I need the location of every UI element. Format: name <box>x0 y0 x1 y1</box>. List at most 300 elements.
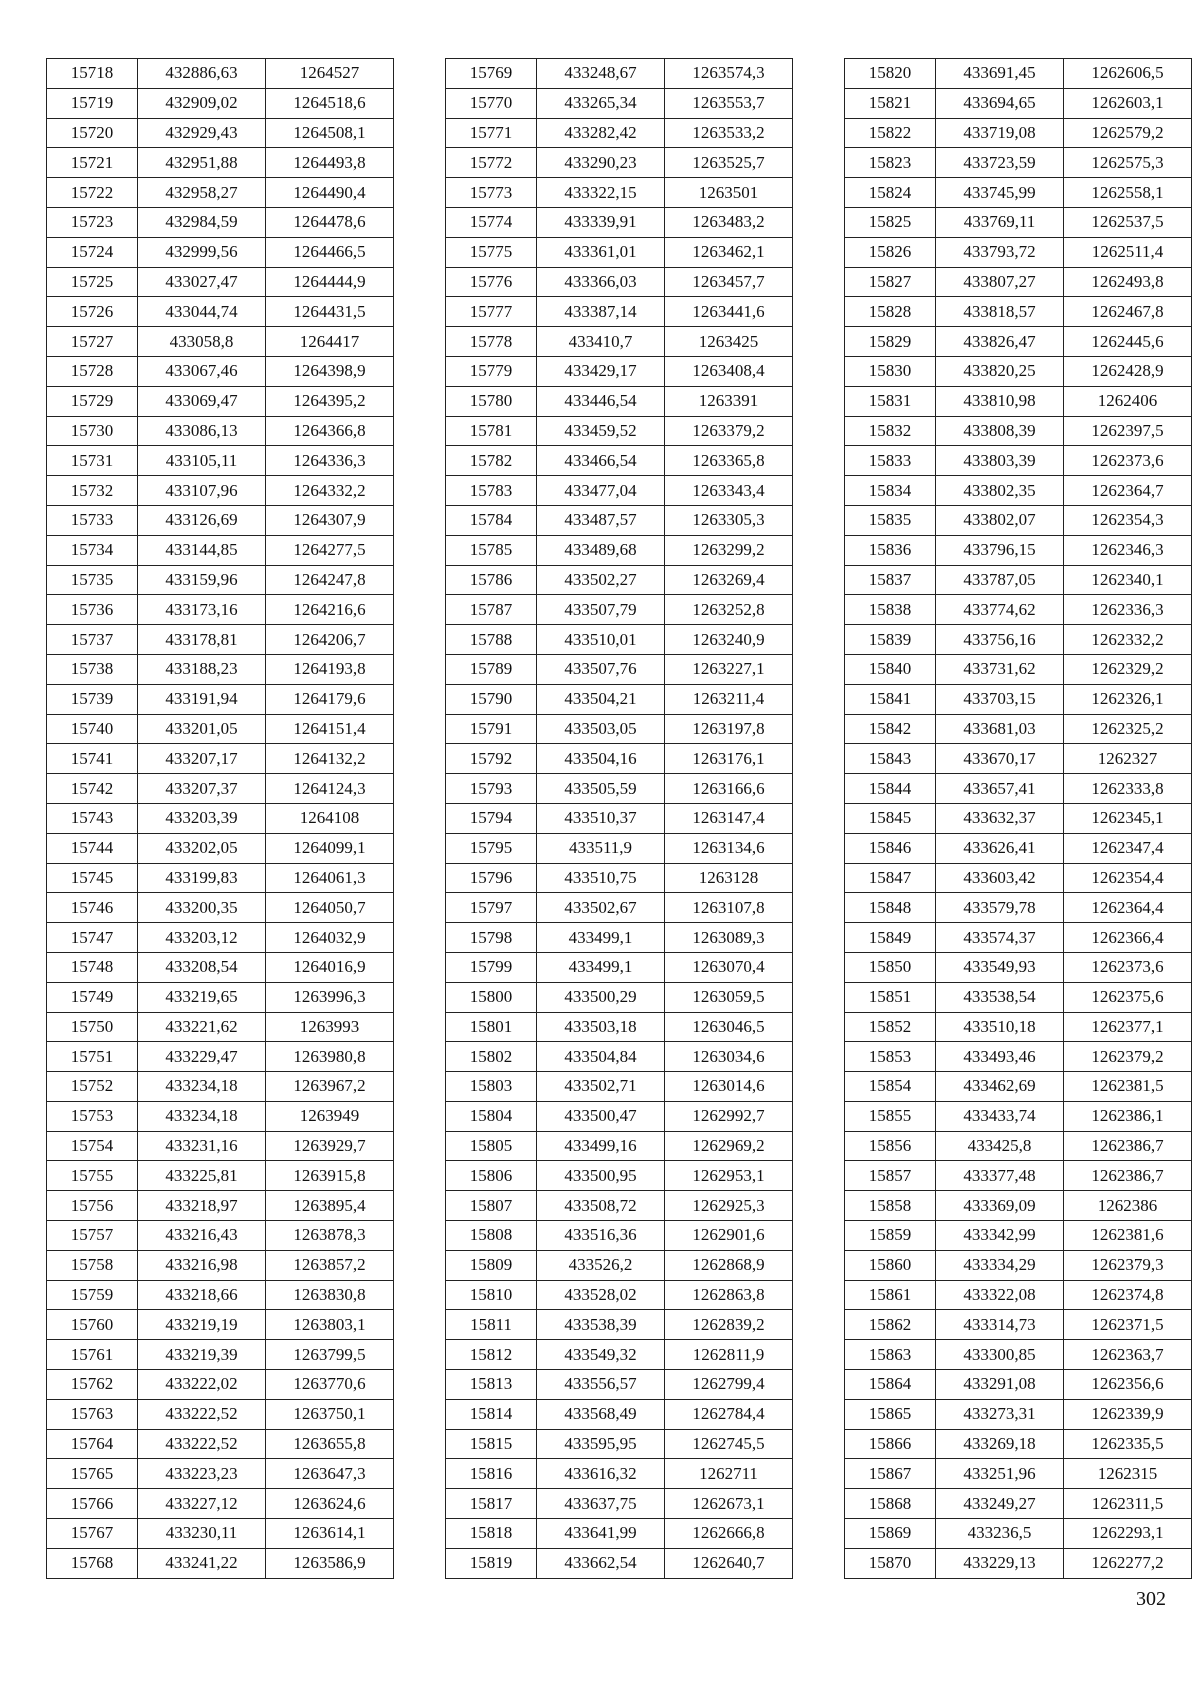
table-row <box>845 1042 1192 1072</box>
table-row <box>47 684 394 714</box>
y-coordinate-cell: 1262397,5 <box>1064 416 1192 446</box>
y-coordinate-cell: 1262901,6 <box>665 1221 793 1251</box>
x-coordinate-cell: 433499,1 <box>537 952 665 982</box>
y-coordinate-cell: 1263586,9 <box>266 1548 394 1578</box>
x-coordinate-cell: 433769,11 <box>936 207 1064 237</box>
y-coordinate-cell: 1263299,2 <box>665 535 793 565</box>
point-number-cell: 15798 <box>446 923 537 953</box>
table-row <box>845 148 1192 178</box>
y-coordinate-cell: 1262381,6 <box>1064 1221 1192 1251</box>
point-number-cell: 15837 <box>845 565 936 595</box>
y-coordinate-cell: 1264493,8 <box>266 148 394 178</box>
table-row <box>446 684 793 714</box>
table-row <box>446 356 793 386</box>
point-number-cell: 15800 <box>446 982 537 1012</box>
x-coordinate-cell: 433241,22 <box>138 1548 266 1578</box>
y-coordinate-cell: 1264366,8 <box>266 416 394 446</box>
table-row <box>446 535 793 565</box>
point-number-cell: 15732 <box>47 476 138 506</box>
point-number-cell: 15723 <box>47 207 138 237</box>
table-row <box>446 565 793 595</box>
table-row <box>845 982 1192 1012</box>
point-number-cell: 15824 <box>845 178 936 208</box>
point-number-cell: 15843 <box>845 744 936 774</box>
x-coordinate-cell: 433499,1 <box>537 923 665 953</box>
x-coordinate-cell: 433510,37 <box>537 803 665 833</box>
table-row <box>47 535 394 565</box>
point-number-cell: 15790 <box>446 684 537 714</box>
point-number-cell: 15862 <box>845 1310 936 1340</box>
x-coordinate-cell: 433446,54 <box>537 386 665 416</box>
point-number-cell: 15849 <box>845 923 936 953</box>
table-row <box>845 1459 1192 1489</box>
y-coordinate-cell: 1263803,1 <box>266 1310 394 1340</box>
point-number-cell: 15750 <box>47 1012 138 1042</box>
point-number-cell: 15754 <box>47 1131 138 1161</box>
y-coordinate-cell: 1263770,6 <box>266 1370 394 1400</box>
x-coordinate-cell: 433745,99 <box>936 178 1064 208</box>
point-number-cell: 15806 <box>446 1161 537 1191</box>
table-row <box>47 923 394 953</box>
point-number-cell: 15751 <box>47 1042 138 1072</box>
table-row <box>47 1429 394 1459</box>
y-coordinate-cell: 1262969,2 <box>665 1131 793 1161</box>
point-number-cell: 15753 <box>47 1101 138 1131</box>
y-coordinate-cell: 1263462,1 <box>665 237 793 267</box>
y-coordinate-cell: 1263089,3 <box>665 923 793 953</box>
table-row <box>47 1370 394 1400</box>
x-coordinate-cell: 433756,16 <box>936 625 1064 655</box>
point-number-cell: 15788 <box>446 625 537 655</box>
point-number-cell: 15847 <box>845 863 936 893</box>
point-number-cell: 15772 <box>446 148 537 178</box>
y-coordinate-cell: 1262326,1 <box>1064 684 1192 714</box>
y-coordinate-cell: 1263501 <box>665 178 793 208</box>
x-coordinate-cell: 433774,62 <box>936 595 1064 625</box>
table-row <box>845 1012 1192 1042</box>
y-coordinate-cell: 1263379,2 <box>665 416 793 446</box>
x-coordinate-cell: 433203,39 <box>138 803 266 833</box>
y-coordinate-cell: 1264466,5 <box>266 237 394 267</box>
point-number-cell: 15785 <box>446 535 537 565</box>
table-row <box>47 654 394 684</box>
point-number-cell: 15767 <box>47 1519 138 1549</box>
point-number-cell: 15770 <box>446 88 537 118</box>
y-coordinate-cell: 1263457,7 <box>665 267 793 297</box>
y-coordinate-cell: 1264099,1 <box>266 833 394 863</box>
x-coordinate-cell: 433802,35 <box>936 476 1064 506</box>
table-row <box>446 625 793 655</box>
table-row <box>446 744 793 774</box>
table-row <box>845 416 1192 446</box>
x-coordinate-cell: 433219,65 <box>138 982 266 1012</box>
y-coordinate-cell: 1264016,9 <box>266 952 394 982</box>
point-number-cell: 15815 <box>446 1429 537 1459</box>
x-coordinate-cell: 433641,99 <box>537 1519 665 1549</box>
table-row <box>845 356 1192 386</box>
x-coordinate-cell: 433222,52 <box>138 1429 266 1459</box>
x-coordinate-cell: 433487,57 <box>537 505 665 535</box>
coordinates-table-2 <box>445 58 793 1579</box>
y-coordinate-cell: 1263857,2 <box>266 1250 394 1280</box>
y-coordinate-cell: 1262366,4 <box>1064 923 1192 953</box>
point-number-cell: 15745 <box>47 863 138 893</box>
table-row <box>47 774 394 804</box>
point-number-cell: 15743 <box>47 803 138 833</box>
point-number-cell: 15833 <box>845 446 936 476</box>
y-coordinate-cell: 1263014,6 <box>665 1072 793 1102</box>
table-row <box>446 714 793 744</box>
point-number-cell: 15793 <box>446 774 537 804</box>
table-row <box>446 327 793 357</box>
y-coordinate-cell: 1262711 <box>665 1459 793 1489</box>
point-number-cell: 15724 <box>47 237 138 267</box>
y-coordinate-cell: 1264050,7 <box>266 893 394 923</box>
point-number-cell: 15850 <box>845 952 936 982</box>
x-coordinate-cell: 433579,78 <box>936 893 1064 923</box>
y-coordinate-cell: 1263553,7 <box>665 88 793 118</box>
table-row <box>446 88 793 118</box>
y-coordinate-cell: 1262537,5 <box>1064 207 1192 237</box>
table-row <box>845 1221 1192 1251</box>
table-row <box>446 237 793 267</box>
x-coordinate-cell: 432951,88 <box>138 148 266 178</box>
point-number-cell: 15856 <box>845 1131 936 1161</box>
table-row <box>845 565 1192 595</box>
point-number-cell: 15844 <box>845 774 936 804</box>
point-number-cell: 15823 <box>845 148 936 178</box>
y-coordinate-cell: 1263269,4 <box>665 565 793 595</box>
y-coordinate-cell: 1262992,7 <box>665 1101 793 1131</box>
table-row <box>446 1250 793 1280</box>
x-coordinate-cell: 433503,18 <box>537 1012 665 1042</box>
x-coordinate-cell: 433173,16 <box>138 595 266 625</box>
y-coordinate-cell: 1262325,2 <box>1064 714 1192 744</box>
y-coordinate-cell: 1262575,3 <box>1064 148 1192 178</box>
table-row <box>446 833 793 863</box>
table-row <box>446 1280 793 1310</box>
table-row <box>845 118 1192 148</box>
table-row <box>845 595 1192 625</box>
y-coordinate-cell: 1262953,1 <box>665 1161 793 1191</box>
x-coordinate-cell: 433265,34 <box>537 88 665 118</box>
point-number-cell: 15801 <box>446 1012 537 1042</box>
point-number-cell: 15827 <box>845 267 936 297</box>
table-row <box>446 476 793 506</box>
x-coordinate-cell: 433637,75 <box>537 1489 665 1519</box>
point-number-cell: 15764 <box>47 1429 138 1459</box>
table-row <box>47 595 394 625</box>
x-coordinate-cell: 433251,96 <box>936 1459 1064 1489</box>
x-coordinate-cell: 433229,13 <box>936 1548 1064 1578</box>
point-number-cell: 15781 <box>446 416 537 446</box>
point-number-cell: 15828 <box>845 297 936 327</box>
point-number-cell: 15722 <box>47 178 138 208</box>
table-row <box>47 297 394 327</box>
table-row <box>446 952 793 982</box>
y-coordinate-cell: 1262386 <box>1064 1191 1192 1221</box>
y-coordinate-cell: 1263655,8 <box>266 1429 394 1459</box>
point-number-cell: 15846 <box>845 833 936 863</box>
table-row <box>446 297 793 327</box>
y-coordinate-cell: 1264307,9 <box>266 505 394 535</box>
y-coordinate-cell: 1262745,5 <box>665 1429 793 1459</box>
x-coordinate-cell: 433342,99 <box>936 1221 1064 1251</box>
table-row <box>47 982 394 1012</box>
x-coordinate-cell: 433493,46 <box>936 1042 1064 1072</box>
point-number-cell: 15780 <box>446 386 537 416</box>
table-row <box>446 1459 793 1489</box>
y-coordinate-cell: 1262558,1 <box>1064 178 1192 208</box>
table-row <box>845 297 1192 327</box>
point-number-cell: 15718 <box>47 59 138 89</box>
point-number-cell: 15734 <box>47 535 138 565</box>
x-coordinate-cell: 433810,98 <box>936 386 1064 416</box>
y-coordinate-cell: 1263799,5 <box>266 1340 394 1370</box>
point-number-cell: 15809 <box>446 1250 537 1280</box>
x-coordinate-cell: 433477,04 <box>537 476 665 506</box>
x-coordinate-cell: 433526,2 <box>537 1250 665 1280</box>
table-row <box>47 714 394 744</box>
x-coordinate-cell: 433291,08 <box>936 1370 1064 1400</box>
point-number-cell: 15861 <box>845 1280 936 1310</box>
table-row <box>47 1250 394 1280</box>
x-coordinate-cell: 433703,15 <box>936 684 1064 714</box>
y-coordinate-cell: 1262363,7 <box>1064 1340 1192 1370</box>
point-number-cell: 15771 <box>446 118 537 148</box>
point-number-cell: 15778 <box>446 327 537 357</box>
point-number-cell: 15721 <box>47 148 138 178</box>
table-row <box>845 59 1192 89</box>
y-coordinate-cell: 1264417 <box>266 327 394 357</box>
x-coordinate-cell: 433500,47 <box>537 1101 665 1131</box>
table-row <box>845 714 1192 744</box>
x-coordinate-cell: 433223,23 <box>138 1459 266 1489</box>
y-coordinate-cell: 1264336,3 <box>266 446 394 476</box>
y-coordinate-cell: 1262511,4 <box>1064 237 1192 267</box>
table-row <box>845 327 1192 357</box>
point-number-cell: 15756 <box>47 1191 138 1221</box>
point-number-cell: 15812 <box>446 1340 537 1370</box>
y-coordinate-cell: 1263070,4 <box>665 952 793 982</box>
x-coordinate-cell: 433377,48 <box>936 1161 1064 1191</box>
x-coordinate-cell: 433201,05 <box>138 714 266 744</box>
y-coordinate-cell: 1262277,2 <box>1064 1548 1192 1578</box>
table-row <box>446 1340 793 1370</box>
table-row <box>47 1012 394 1042</box>
point-number-cell: 15765 <box>47 1459 138 1489</box>
table-row <box>47 625 394 655</box>
point-number-cell: 15746 <box>47 893 138 923</box>
y-coordinate-cell: 1263128 <box>665 863 793 893</box>
y-coordinate-cell: 1264247,8 <box>266 565 394 595</box>
y-coordinate-cell: 1263046,5 <box>665 1012 793 1042</box>
table-row <box>446 267 793 297</box>
table-row <box>47 744 394 774</box>
point-number-cell: 15832 <box>845 416 936 446</box>
x-coordinate-cell: 433574,37 <box>936 923 1064 953</box>
y-coordinate-cell: 1263647,3 <box>266 1459 394 1489</box>
table-row <box>845 684 1192 714</box>
table-row <box>47 356 394 386</box>
table-row <box>47 565 394 595</box>
x-coordinate-cell: 433218,66 <box>138 1280 266 1310</box>
table-row <box>845 744 1192 774</box>
x-coordinate-cell: 433691,45 <box>936 59 1064 89</box>
table-row <box>47 1221 394 1251</box>
x-coordinate-cell: 433511,9 <box>537 833 665 863</box>
table-row <box>47 505 394 535</box>
table-row <box>845 654 1192 684</box>
x-coordinate-cell: 433510,01 <box>537 625 665 655</box>
y-coordinate-cell: 1263441,6 <box>665 297 793 327</box>
point-number-cell: 15821 <box>845 88 936 118</box>
x-coordinate-cell: 433322,08 <box>936 1280 1064 1310</box>
point-number-cell: 15864 <box>845 1370 936 1400</box>
x-coordinate-cell: 433314,73 <box>936 1310 1064 1340</box>
y-coordinate-cell: 1263574,3 <box>665 59 793 89</box>
table-row <box>47 118 394 148</box>
point-number-cell: 15818 <box>446 1519 537 1549</box>
point-number-cell: 15830 <box>845 356 936 386</box>
table-row <box>446 1012 793 1042</box>
y-coordinate-cell: 1263166,6 <box>665 774 793 804</box>
table-row <box>446 59 793 89</box>
x-coordinate-cell: 433466,54 <box>537 446 665 476</box>
x-coordinate-cell: 433410,7 <box>537 327 665 357</box>
x-coordinate-cell: 433499,16 <box>537 1131 665 1161</box>
table-row <box>446 1429 793 1459</box>
table-row <box>446 1101 793 1131</box>
table-row <box>446 863 793 893</box>
y-coordinate-cell: 1262868,9 <box>665 1250 793 1280</box>
y-coordinate-cell: 1263365,8 <box>665 446 793 476</box>
table-row <box>446 1131 793 1161</box>
table-row <box>446 386 793 416</box>
point-number-cell: 15768 <box>47 1548 138 1578</box>
table-row <box>47 1340 394 1370</box>
point-number-cell: 15748 <box>47 952 138 982</box>
y-coordinate-cell: 1264032,9 <box>266 923 394 953</box>
y-coordinate-cell: 1262379,2 <box>1064 1042 1192 1072</box>
x-coordinate-cell: 432958,27 <box>138 178 266 208</box>
y-coordinate-cell: 1264518,6 <box>266 88 394 118</box>
table-row <box>845 1310 1192 1340</box>
x-coordinate-cell: 433207,37 <box>138 774 266 804</box>
table-row <box>845 774 1192 804</box>
table-row <box>845 1548 1192 1578</box>
table-row <box>47 1072 394 1102</box>
y-coordinate-cell: 1263305,3 <box>665 505 793 535</box>
y-coordinate-cell: 1263895,4 <box>266 1191 394 1221</box>
y-coordinate-cell: 1263750,1 <box>266 1399 394 1429</box>
table-body <box>47 59 394 1579</box>
point-number-cell: 15787 <box>446 595 537 625</box>
x-coordinate-cell: 433290,23 <box>537 148 665 178</box>
x-coordinate-cell: 433538,54 <box>936 982 1064 1012</box>
x-coordinate-cell: 433234,18 <box>138 1072 266 1102</box>
y-coordinate-cell: 1262347,4 <box>1064 833 1192 863</box>
table-row <box>446 1489 793 1519</box>
table-row <box>446 982 793 1012</box>
x-coordinate-cell: 433549,32 <box>537 1340 665 1370</box>
x-coordinate-cell: 433719,08 <box>936 118 1064 148</box>
x-coordinate-cell: 433282,42 <box>537 118 665 148</box>
point-number-cell: 15752 <box>47 1072 138 1102</box>
table-row <box>845 1280 1192 1310</box>
x-coordinate-cell: 433086,13 <box>138 416 266 446</box>
table-row <box>47 416 394 446</box>
y-coordinate-cell: 1264206,7 <box>266 625 394 655</box>
table-row <box>446 1191 793 1221</box>
table-row <box>47 1191 394 1221</box>
point-number-cell: 15719 <box>47 88 138 118</box>
y-coordinate-cell: 1263034,6 <box>665 1042 793 1072</box>
point-number-cell: 15775 <box>446 237 537 267</box>
page-number: 302 <box>1136 1588 1166 1610</box>
point-number-cell: 15735 <box>47 565 138 595</box>
x-coordinate-cell: 433219,39 <box>138 1340 266 1370</box>
y-coordinate-cell: 1264527 <box>266 59 394 89</box>
x-coordinate-cell: 433067,46 <box>138 356 266 386</box>
table-row <box>446 1519 793 1549</box>
y-coordinate-cell: 1263624,6 <box>266 1489 394 1519</box>
y-coordinate-cell: 1262379,3 <box>1064 1250 1192 1280</box>
table-row <box>845 1429 1192 1459</box>
table-row <box>446 148 793 178</box>
y-coordinate-cell: 1262799,4 <box>665 1370 793 1400</box>
table-row <box>845 1191 1192 1221</box>
coordinates-table-3 <box>844 58 1192 1579</box>
point-number-cell: 15866 <box>845 1429 936 1459</box>
point-number-cell: 15808 <box>446 1221 537 1251</box>
y-coordinate-cell: 1262606,5 <box>1064 59 1192 89</box>
table-row <box>47 952 394 982</box>
x-coordinate-cell: 433603,42 <box>936 863 1064 893</box>
x-coordinate-cell: 433300,85 <box>936 1340 1064 1370</box>
point-number-cell: 15826 <box>845 237 936 267</box>
y-coordinate-cell: 1262354,4 <box>1064 863 1192 893</box>
table-row <box>845 446 1192 476</box>
y-coordinate-cell: 1262386,7 <box>1064 1131 1192 1161</box>
table-row <box>845 1161 1192 1191</box>
y-coordinate-cell: 1262375,6 <box>1064 982 1192 1012</box>
table-row <box>47 833 394 863</box>
point-number-cell: 15836 <box>845 535 936 565</box>
y-coordinate-cell: 1262467,8 <box>1064 297 1192 327</box>
table-row <box>845 535 1192 565</box>
x-coordinate-cell: 433803,39 <box>936 446 1064 476</box>
point-number-cell: 15857 <box>845 1161 936 1191</box>
y-coordinate-cell: 1262373,6 <box>1064 446 1192 476</box>
x-coordinate-cell: 433504,16 <box>537 744 665 774</box>
point-number-cell: 15803 <box>446 1072 537 1102</box>
y-coordinate-cell: 1262293,1 <box>1064 1519 1192 1549</box>
y-coordinate-cell: 1262364,4 <box>1064 893 1192 923</box>
point-number-cell: 15726 <box>47 297 138 327</box>
x-coordinate-cell: 433820,25 <box>936 356 1064 386</box>
x-coordinate-cell: 433248,67 <box>537 59 665 89</box>
x-coordinate-cell: 433322,15 <box>537 178 665 208</box>
x-coordinate-cell: 433504,84 <box>537 1042 665 1072</box>
y-coordinate-cell: 1264395,2 <box>266 386 394 416</box>
x-coordinate-cell: 433027,47 <box>138 267 266 297</box>
x-coordinate-cell: 433489,68 <box>537 535 665 565</box>
point-number-cell: 15829 <box>845 327 936 357</box>
point-number-cell: 15758 <box>47 1250 138 1280</box>
y-coordinate-cell: 1262335,5 <box>1064 1429 1192 1459</box>
table-row <box>47 446 394 476</box>
